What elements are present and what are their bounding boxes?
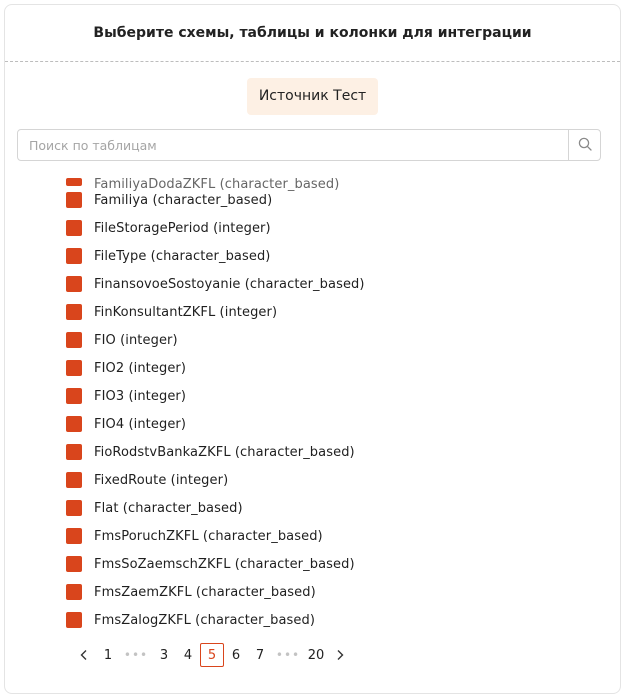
list-item-label: FileStoragePeriod (integer) xyxy=(94,220,271,236)
list-item-label: FIO3 (integer) xyxy=(94,388,187,404)
pagination-page[interactable]: 1 xyxy=(103,647,113,663)
checkbox[interactable] xyxy=(66,472,82,488)
source-wrap xyxy=(5,78,620,115)
list-item xyxy=(0,578,615,606)
checkbox[interactable] xyxy=(66,178,82,186)
chevron-left-icon xyxy=(79,649,89,661)
pagination-ellipsis: ••• xyxy=(123,648,149,662)
list-item-label: FamiliyaDodaZKFL (character_based) xyxy=(94,177,340,192)
search-icon xyxy=(578,136,592,155)
list-item-label: FmsPoruchZKFL (character_based) xyxy=(94,528,323,544)
pagination-ellipsis: ••• xyxy=(275,648,301,662)
list-item xyxy=(0,382,615,410)
checkbox[interactable] xyxy=(66,416,82,432)
search-input[interactable] xyxy=(18,130,568,160)
list-item-label: FmsZaemZKFL (character_based) xyxy=(94,584,316,600)
list-item xyxy=(0,438,615,466)
list-item xyxy=(0,410,615,438)
list-item xyxy=(0,522,615,550)
pagination-page[interactable]: 6 xyxy=(231,647,241,663)
checkbox[interactable] xyxy=(66,360,82,376)
checkbox[interactable] xyxy=(66,500,82,516)
list-item-label: FIO2 (integer) xyxy=(94,360,187,376)
list-item-label: FmsZalogZKFL (character_based) xyxy=(94,612,316,628)
checkbox[interactable] xyxy=(66,388,82,404)
pagination-page[interactable]: 7 xyxy=(255,647,265,663)
list-item-label: FinKonsultantZKFL (integer) xyxy=(94,304,278,320)
checkbox[interactable] xyxy=(66,584,82,600)
list-item xyxy=(0,298,615,326)
list-item-label: FmsSoZaemschZKFL (character_based) xyxy=(94,556,355,572)
checkbox[interactable] xyxy=(66,612,82,628)
list-item xyxy=(0,270,615,298)
list-item-label: Familiya (character_based) xyxy=(94,192,273,208)
pagination-next[interactable] xyxy=(328,643,352,667)
checkbox[interactable] xyxy=(66,192,82,208)
pagination-prev[interactable] xyxy=(72,643,96,667)
source-chip[interactable]: Источник Тест xyxy=(247,78,378,115)
list-item-label: FIO (integer) xyxy=(94,332,178,348)
list-item-label: FinansovoeSostoyanie (character_based) xyxy=(94,276,365,292)
checkbox[interactable] xyxy=(66,248,82,264)
search-button[interactable] xyxy=(568,130,600,160)
checkbox[interactable] xyxy=(66,276,82,292)
pagination-page[interactable]: 5 xyxy=(200,643,224,667)
checkbox[interactable] xyxy=(66,528,82,544)
checkbox[interactable] xyxy=(66,220,82,236)
chevron-right-icon xyxy=(335,649,345,661)
checkbox[interactable] xyxy=(66,304,82,320)
list-item xyxy=(0,494,615,522)
list-item xyxy=(0,606,615,634)
list-item xyxy=(0,466,615,494)
list-item xyxy=(0,326,615,354)
list-item xyxy=(0,170,615,192)
checkbox[interactable] xyxy=(66,556,82,572)
list-item-label: FioRodstvBankaZKFL (character_based) xyxy=(94,444,355,460)
pagination-page[interactable]: 4 xyxy=(183,647,193,663)
list-item-label: Flat (character_based) xyxy=(94,500,243,516)
list-item-label: FileType (character_based) xyxy=(94,248,271,264)
column-list-viewport[interactable] xyxy=(0,172,615,642)
checkbox[interactable] xyxy=(66,444,82,460)
list-item-label: FIO4 (integer) xyxy=(94,416,187,432)
pagination xyxy=(72,642,352,668)
list-item xyxy=(0,242,615,270)
list-item xyxy=(0,214,615,242)
table-search xyxy=(17,129,601,161)
panel-header xyxy=(5,5,620,62)
column-list xyxy=(0,170,615,634)
pagination-page[interactable]: 3 xyxy=(159,647,169,663)
list-item-label: FixedRoute (integer) xyxy=(94,472,229,488)
list-item xyxy=(0,550,615,578)
page-title: Выберите схемы, таблицы и колонки для интеграции xyxy=(93,25,532,41)
pagination-page[interactable]: 20 xyxy=(307,647,325,663)
checkbox[interactable] xyxy=(66,332,82,348)
list-item xyxy=(0,354,615,382)
